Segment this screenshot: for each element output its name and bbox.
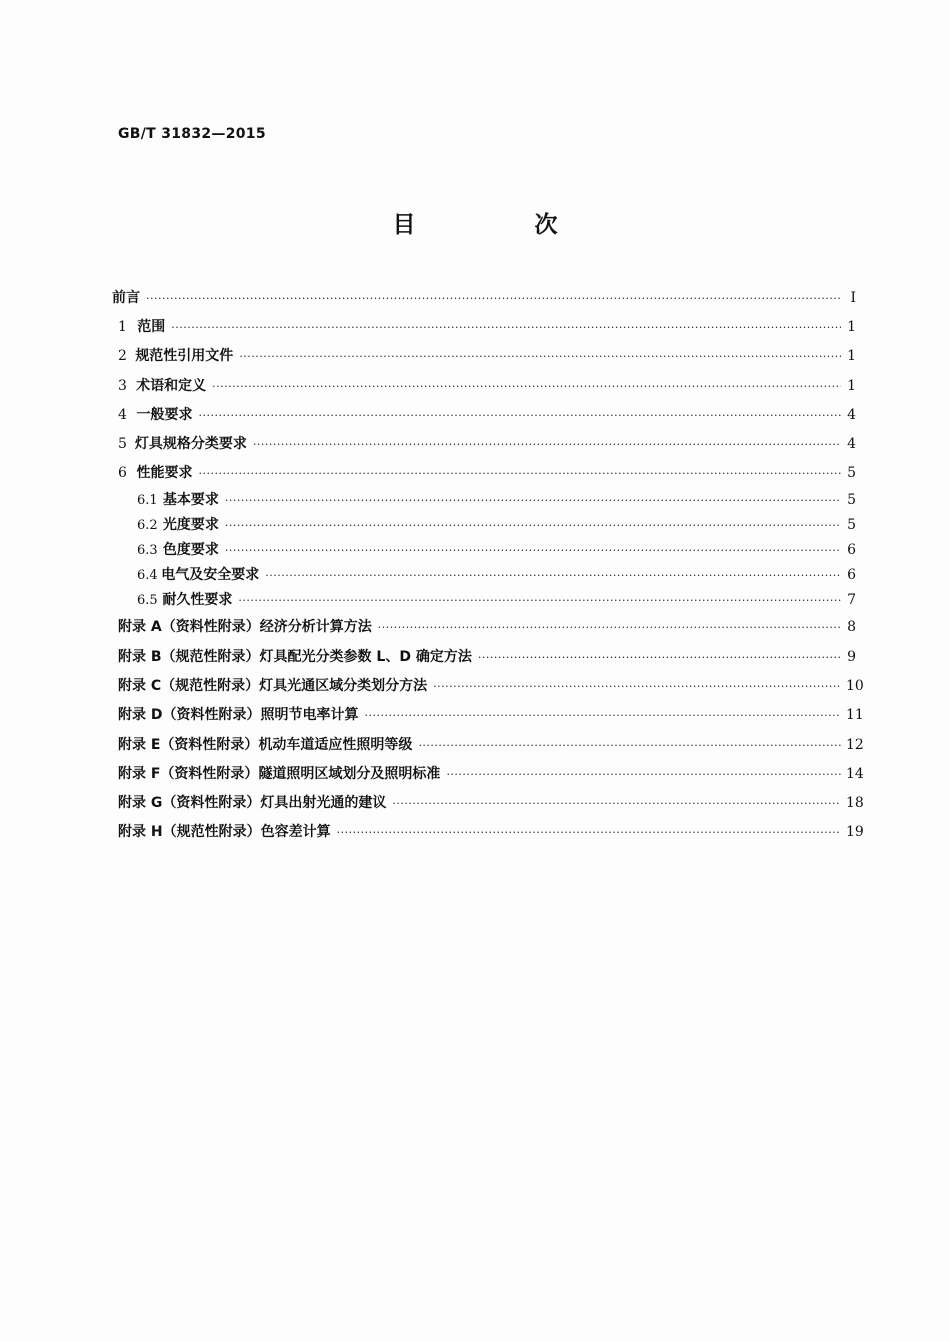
toc-entry-label: 灯具出射光通的建议 (260, 795, 387, 812)
toc-entry-label: 基本要求 (162, 492, 219, 509)
table-of-contents (112, 284, 864, 848)
toc-entry-page: 5 (847, 465, 856, 482)
toc-entry-label: 灯具规格分类要求 (134, 435, 247, 452)
toc-entry-1[interactable] (118, 313, 856, 342)
toc-appendix-c[interactable] (118, 672, 864, 701)
toc-entry-label: 耐久性要求 (162, 592, 233, 609)
dot-leader (378, 613, 841, 642)
standard-code: GB/T 31832—2015 (118, 126, 266, 142)
toc-entry-label: 电气及安全要求 (161, 567, 260, 584)
toc-entry-page: 1 (847, 348, 856, 365)
appendix-prefix: 附录 B（规范性附录） (118, 648, 260, 665)
toc-appendix-e[interactable] (118, 731, 864, 760)
toc-entry-number: 4 (118, 406, 127, 423)
toc-entry-page: Ⅰ (850, 290, 856, 306)
toc-entry-label: 机动车道适应性照明等级 (258, 736, 413, 753)
toc-entry-number: 2 (118, 348, 127, 365)
toc-entry-page: 1 (847, 377, 856, 394)
toc-entry-5[interactable] (118, 430, 856, 459)
toc-entry-label: 照明节电率计算 (260, 707, 359, 724)
toc-subentry-6-1[interactable] (118, 488, 856, 513)
toc-appendix-d[interactable] (118, 701, 864, 730)
toc-subentry-6-3[interactable] (118, 538, 856, 563)
dot-leader (478, 643, 841, 672)
toc-entry-page: 6 (847, 542, 856, 559)
toc-entry-label: 一般要求 (136, 406, 193, 423)
dot-leader (146, 284, 841, 313)
toc-entry-page: 5 (847, 517, 856, 534)
toc-entry-number: 6.3 (137, 543, 158, 559)
dot-leader (365, 701, 842, 730)
toc-entry-label: 光度要求 (162, 517, 219, 534)
dot-leader (238, 588, 841, 613)
dot-leader (239, 342, 841, 371)
dot-leader (225, 513, 841, 538)
toc-entry-label: 规范性引用文件 (135, 348, 234, 365)
toc-entry-label: 范围 (137, 319, 166, 336)
toc-entry-page: 7 (847, 592, 856, 609)
toc-entry-page: 6 (847, 567, 856, 584)
toc-appendix-g[interactable] (118, 789, 864, 818)
toc-entry-label: 色容差计算 (260, 824, 331, 841)
toc-entry-2[interactable] (118, 342, 856, 371)
toc-entry-number: 6.2 (137, 518, 158, 534)
toc-entry-page: 1 (847, 319, 856, 336)
toc-entry-number: 1 (118, 319, 127, 336)
dot-leader (418, 731, 841, 760)
toc-entry-label: 色度要求 (162, 542, 219, 559)
toc-entry-label: 灯具光通区域分类划分方法 (259, 677, 428, 694)
toc-entry-page: 4 (847, 435, 856, 452)
dot-leader (433, 672, 841, 701)
toc-entry-page: 10 (846, 677, 864, 694)
toc-entry-label: 性能要求 (136, 465, 193, 482)
dot-leader (225, 488, 841, 513)
toc-entry-label: 隧道照明区域划分及照明标准 (258, 765, 441, 782)
toc-entry-4[interactable] (118, 401, 856, 430)
appendix-prefix: 附录 F（资料性附录） (118, 765, 259, 782)
toc-entry-page: 8 (847, 619, 856, 636)
appendix-prefix: 附录 G（资料性附录） (118, 795, 261, 812)
toc-appendix-b[interactable] (118, 643, 856, 672)
toc-entry-number: 6.1 (137, 493, 158, 509)
toc-appendix-h[interactable] (118, 818, 864, 847)
appendix-prefix: 附录 A（资料性附录） (118, 619, 260, 636)
appendix-prefix: 附录 E（资料性附录） (118, 736, 259, 753)
toc-entry-number: 6.5 (137, 593, 158, 609)
toc-entry-label: 前言 (112, 290, 140, 306)
toc-entry-number: 3 (118, 377, 127, 394)
appendix-prefix: 附录 C（规范性附录） (118, 677, 260, 694)
dot-leader (337, 818, 841, 847)
toc-subentry-6-4[interactable] (118, 563, 856, 588)
page-title: 目 次 (392, 212, 606, 238)
toc-entry-6[interactable] (118, 459, 856, 488)
dot-leader (253, 430, 841, 459)
dot-leader (171, 313, 841, 342)
toc-entry-number: 6.4 (137, 568, 158, 584)
dot-leader (225, 538, 841, 563)
dot-leader (446, 760, 841, 789)
toc-entry-page: 4 (847, 406, 856, 423)
toc-subentry-6-2[interactable] (118, 513, 856, 538)
toc-entry-label: 术语和定义 (136, 377, 207, 394)
toc-entry-label: 灯具配光分类参数 L、D 确定方法 (259, 648, 472, 665)
dot-leader (392, 789, 841, 818)
dot-leader (212, 372, 841, 401)
toc-entry-foreword[interactable] (112, 284, 856, 313)
toc-appendix-f[interactable] (118, 760, 864, 789)
toc-entry-page: 9 (847, 648, 856, 665)
toc-entry-page: 5 (847, 492, 856, 509)
toc-entry-page: 14 (846, 765, 864, 782)
appendix-prefix: 附录 D（资料性附录） (118, 707, 261, 724)
toc-entry-number: 6 (118, 465, 127, 482)
dot-leader (199, 459, 842, 488)
toc-appendix-a[interactable] (118, 613, 856, 642)
dot-leader (265, 563, 841, 588)
toc-subentry-6-5[interactable] (118, 588, 856, 613)
toc-entry-number: 5 (118, 435, 127, 452)
toc-entry-page: 12 (846, 736, 864, 753)
appendix-prefix: 附录 H（规范性附录） (118, 824, 261, 841)
dot-leader (199, 401, 842, 430)
toc-entry-page: 19 (846, 824, 864, 841)
toc-entry-page: 11 (846, 707, 864, 724)
toc-entry-page: 18 (846, 795, 864, 812)
toc-entry-label: 经济分析计算方法 (259, 619, 372, 636)
toc-entry-3[interactable] (118, 372, 856, 401)
